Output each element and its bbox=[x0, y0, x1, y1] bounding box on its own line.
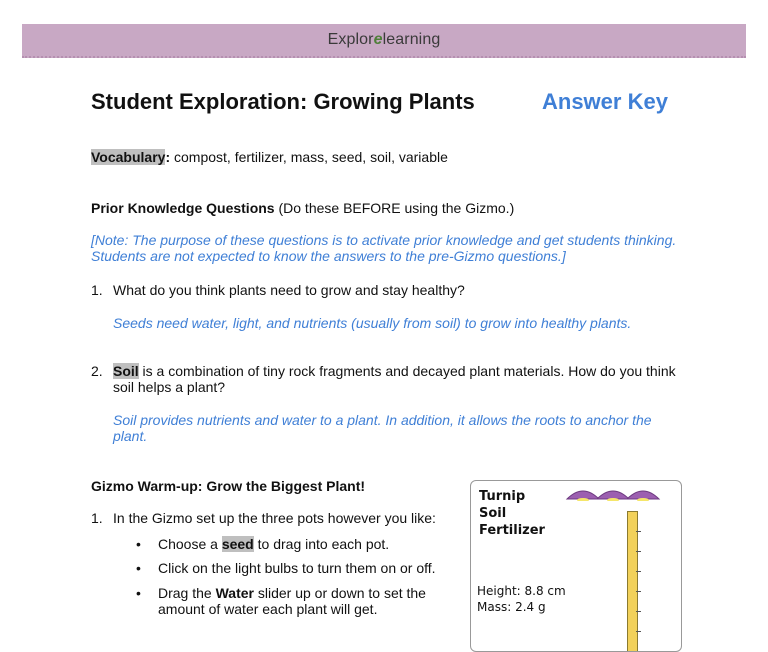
plant-type-label: Turnip bbox=[479, 489, 526, 504]
gizmo-plant-panel bbox=[470, 480, 682, 652]
bullet-icon: • bbox=[136, 560, 141, 576]
answer-key-label: Answer Key bbox=[542, 89, 668, 114]
teacher-note-line1: [Note: The purpose of these questions is to activate prior knowledge and get students thinking. bbox=[91, 232, 677, 248]
bullet-light-bulbs: Click on the light bulbs to turn them on or off. bbox=[158, 560, 436, 576]
bullet-icon: • bbox=[136, 536, 141, 552]
prior-knowledge-heading: Prior Knowledge Questions (Do these BEFORE using the Gizmo.) bbox=[91, 200, 515, 216]
ruler-tick bbox=[636, 571, 641, 572]
bullet-choose-seed: Choose a seed to drag into each pot. bbox=[158, 536, 390, 552]
page-title: Student Exploration: Growing Plants bbox=[91, 89, 475, 114]
warmup-1-text: In the Gizmo set up the three pots however you like: bbox=[113, 510, 436, 526]
mass-readout: Mass: 2.4 g bbox=[477, 600, 546, 614]
question-1-answer: Seeds need water, light, and nutrients (usually from soil) to grow into healthy plants. bbox=[113, 315, 632, 331]
question-2-text-line2: soil helps a plant? bbox=[113, 379, 226, 395]
explorelearning-header bbox=[22, 24, 746, 58]
explorelearning-logo: Explorelearning bbox=[327, 31, 441, 48]
question-2-text: Soil is a combination of tiny rock fragments and decayed plant materials. How do you think bbox=[113, 363, 676, 379]
ruler-tick bbox=[636, 551, 641, 552]
warmup-number-1: 1. bbox=[91, 510, 103, 526]
bullet-icon: • bbox=[136, 585, 141, 601]
bullet-water-slider-line2: amount of water each plant will get. bbox=[158, 601, 378, 617]
ruler-tick bbox=[636, 631, 641, 632]
ruler-tick bbox=[636, 591, 641, 592]
warmup-heading: Gizmo Warm-up: Grow the Biggest Plant! bbox=[91, 478, 366, 494]
question-2-answer-line2: plant. bbox=[113, 428, 148, 444]
question-2-answer-line1: Soil provides nutrients and water to a plant. In addition, it allows the roots to anchor the bbox=[113, 412, 652, 428]
question-1-text: What do you think plants need to grow and stay healthy? bbox=[113, 282, 465, 298]
vocabulary-line: Vocabulary: compost, fertilizer, mass, seed, soil, variable bbox=[91, 149, 448, 165]
leaf-logo-mark: e bbox=[373, 31, 383, 48]
ruler-tick bbox=[636, 611, 641, 612]
ruler-tick bbox=[636, 531, 641, 532]
soil-label: Soil bbox=[479, 506, 507, 521]
fertilizer-label: Fertilizer bbox=[479, 523, 545, 538]
light-bulb-icon[interactable] bbox=[625, 487, 661, 501]
height-readout: Height: 8.8 cm bbox=[477, 584, 566, 598]
question-number-1: 1. bbox=[91, 282, 103, 298]
bullet-water-slider: Drag the Water slider up or down to set the bbox=[158, 585, 426, 601]
question-number-2: 2. bbox=[91, 363, 103, 379]
teacher-note-line2: Students are not expected to know the answers to the pre-Gizmo questions.] bbox=[91, 248, 566, 264]
